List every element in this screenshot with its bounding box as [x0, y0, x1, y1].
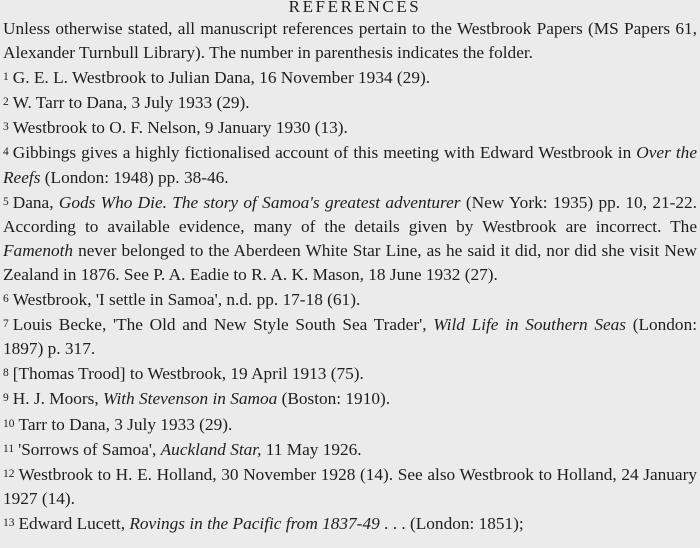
note-text: . . . (London: 1851); [379, 513, 524, 533]
note-4 [3, 140, 697, 189]
note-text: Louis Becke, 'The Old and New Style South Sea Trader', [12, 315, 434, 335]
note-text: never belonged to the Aberdeen White Star Line, as he said it did, nor did she visit New Zealand in 1876. See P. A. Eadie to R. A. K. Mason, 18 June 1932 (27). [3, 240, 697, 284]
note-text: 11 May 1926. [261, 439, 362, 459]
note-text: 'Sorrows of Samoa', [18, 439, 161, 459]
note-number: 5 [3, 195, 9, 208]
note-7 [3, 312, 697, 361]
note-text: Westbrook, 'I settle in Samoa', n.d. pp. 17-18 (61). [12, 290, 361, 310]
note-number: 10 [3, 417, 15, 430]
note-text: (London: 1948) pp. 38-46. [40, 167, 229, 187]
note-text: Gibbings gives a highly fictionalised account of this meeting with Edward Westbrook in [12, 143, 637, 163]
note-text: H. J. Moors, [12, 389, 104, 409]
book-title: Gods Who Die. The story of Samoa's greatest adventurer [58, 192, 461, 212]
note-number: 6 [3, 293, 9, 306]
note-text: Dana, [12, 192, 59, 212]
newspaper-title: Auckland Star, [160, 439, 262, 459]
note-13 [3, 511, 697, 536]
note-text: Westbrook to O. F. Nelson, 9 January 1930 (13). [12, 118, 348, 138]
book-title: Rovings in the Pacific from 1837-49 [129, 513, 380, 533]
book-title: Wild Life in Southern Seas [433, 315, 627, 335]
note-6 [3, 287, 697, 312]
note-number: 8 [3, 367, 9, 380]
note-text: (London: 1897) p. 317. [3, 315, 698, 359]
note-number: 2 [3, 96, 9, 109]
note-number: 9 [3, 392, 9, 405]
note-5 [3, 190, 697, 287]
note-number: 7 [3, 318, 9, 331]
note-text: G. E. L. Westbrook to Julian Dana, 16 November 1934 (29). [12, 68, 431, 88]
note-number: 12 [3, 467, 15, 480]
note-text: Tarr to Dana, 3 July 1933 (29). [18, 414, 233, 434]
note-text: [Thomas Trood] to Westbrook, 19 April 1913 (75). [12, 364, 364, 384]
intro-paragraph: Unless otherwise stated, all manuscript references pertain to the Westbrook Papers (MS Papers 61, Alexander Turnbull Library). The number in parenthesis indicates the folder. [3, 19, 697, 63]
note-number: 13 [3, 516, 15, 529]
note-number: 11 [3, 442, 15, 455]
note-8 [3, 361, 697, 386]
book-title: Over the Reefs [3, 143, 697, 187]
book-title: With Stevenson in Samoa [103, 389, 278, 409]
note-number: 3 [3, 121, 9, 134]
note-text: Edward Lucett, [18, 513, 130, 533]
note-text: (New York: 1935) pp. 10, 21-22. According to available evidence, many of the details given by Westbrook are incorrect. The [3, 192, 697, 236]
references-heading: REFERENCES [288, 0, 422, 16]
note-1 [3, 65, 697, 90]
note-11 [3, 437, 697, 462]
note-12 [3, 462, 697, 511]
note-text: W. Tarr to Dana, 3 July 1933 (29). [12, 93, 250, 113]
ship-name: Famenoth [3, 240, 74, 260]
note-text: Westbrook to H. E. Holland, 30 November 1928 (14). See also Westbrook to Holland, 24 January 1927 (14). [3, 464, 697, 508]
note-number: 4 [3, 146, 9, 159]
note-text: (Boston: 1910). [277, 389, 391, 409]
note-10 [3, 412, 697, 437]
note-9 [3, 386, 697, 411]
note-number: 1 [3, 71, 9, 84]
note-2 [3, 90, 697, 115]
note-3 [3, 115, 697, 140]
